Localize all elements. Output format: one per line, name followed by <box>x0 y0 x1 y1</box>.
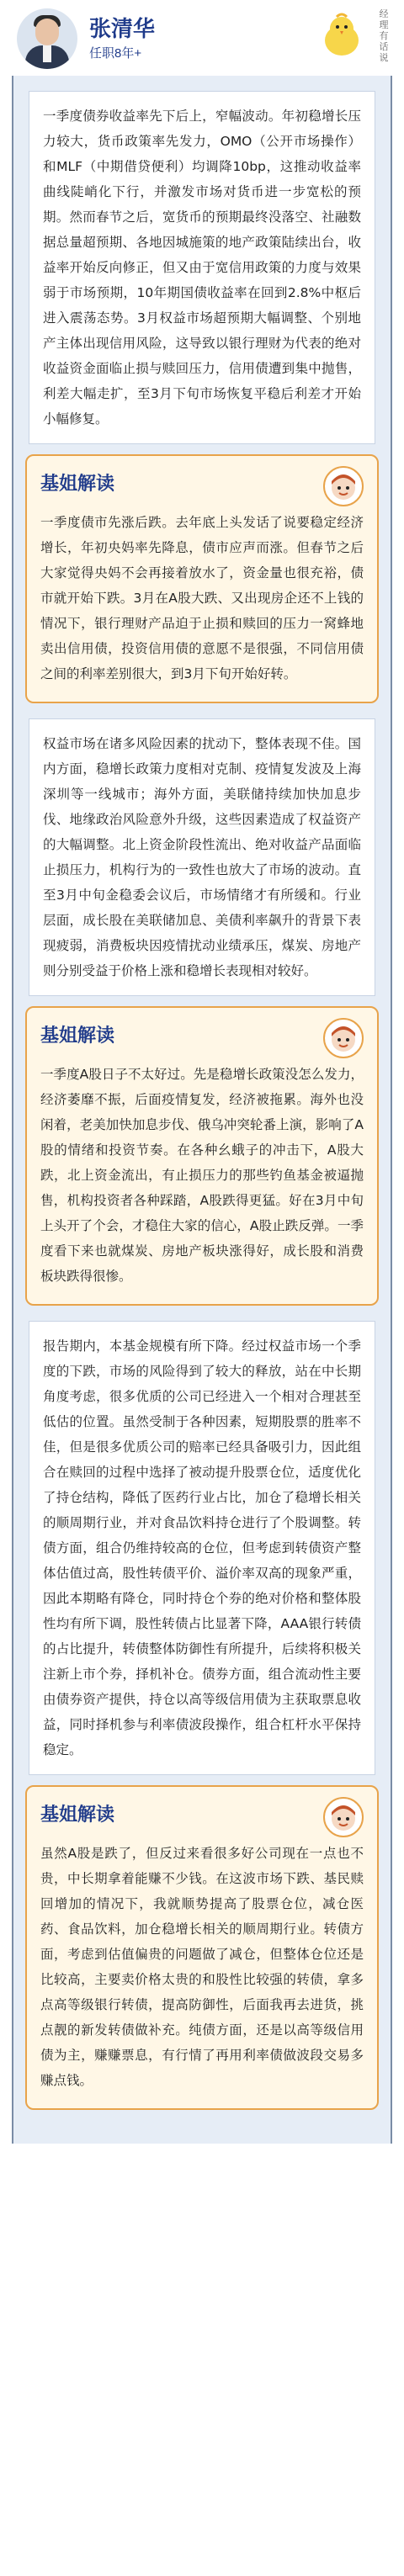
content-stream <box>12 76 392 2144</box>
avatar-face <box>35 19 59 45</box>
report-paragraph-1: 一季度债券收益率先下后上，窄幅波动。年初稳增长压力较大，货币政策率先发力，OMO（公开市场操作）和MLF（中期借贷便利）均调降10bp，这推动收益率曲线陡峭化下行，并激发市场对货币进一步宽松的预期。然而春节之后，宽货币的预期最终没落空、社融数据总量超预期、各地因城施策的地产政策陆续出台，收益率开始反向修正，但又由于宽信用政策的力度与效果弱于市场预期，10年期国债收益率在回到2.8%中枢后进入震荡态势。3月权益市场超预期大幅调整、个别地产主体出现信用风险，这导致以银行理财为代表的绝对收益资金面临止损与赎回压力，信用债遭到集中抛售，利差大幅走扩，至3月下旬市场恢复平稳后利差才开始小幅修复。 <box>29 91 375 444</box>
interpretation-card-1 <box>25 454 379 703</box>
report-paragraph-2: 权益市场在诸多风险因素的扰动下，整体表现不佳。国内方面，稳增长政策力度相对克制、疫情复发波及上海深圳等一线城市；海外方面，美联储持续加快加息步伐、地缘政治风险意外升级，这些因素造成了权益资产的大幅调整。北上资金阶段性流出、绝对收益产品面临止损压力，机构行为的一致性也放大了市场的波动。直至3月中旬金稳委会议后，市场情绪才有所缓和。行业层面，成长股在美联储加息、美债利率飙升的背景下表现疲弱，消费板块因疫情扰动业绩承压，煤炭、房地产则分别受益于价格上涨和稳增长表现相对较好。 <box>29 718 375 996</box>
card-title: 基姐解读 <box>40 1026 115 1047</box>
manager-tenure: 任职8年+ <box>89 46 142 61</box>
card-text: 虽然A股是跌了，但反过来看很多好公司现在一点也不贵，中长期拿着能赚不少钱。在这波市场下跌、基民赎回增加的情况下，我就顺势提高了股票仓位，减仓医药、食品饮料，加仓稳增长相关的顺周期行业。转债方面，考虑到估值偏贵的问题做了减仓，但整体仓位还是比较高，主要卖价格太贵的和股性比较强的转债，拿多点高等级银行转债，提高防御性，后面我再去进货，挑点靓的新发转债做补充。纯债方面，还是以高等级信用债为主，赚赚票息，有行情了再用利率债做波段交易多赚点钱。 <box>40 1846 364 2088</box>
interpretation-card-3 <box>25 1785 379 2110</box>
vertical-column-label: 经理有话说 <box>379 8 389 63</box>
interpretation-card-2 <box>25 1006 379 1306</box>
cartoon-girl-icon <box>323 466 364 506</box>
bottom-spacer <box>13 2125 391 2135</box>
avatar-shirt <box>43 45 51 62</box>
card-title: 基姐解读 <box>40 474 115 495</box>
cartoon-girl-icon <box>323 1018 364 1058</box>
card-text: 一季度债市先涨后跌。去年底上头发话了说要稳定经济增长，年初央妈率先降息，债市应声而涨。但春节之后大家觉得央妈不会再接着放水了，资金量也很充裕，债市就开始下跌。3月在A股大跌、又出现房企还不上钱的情况下，银行理财产品迫于止损和赎回的压力一窝蜂地卖出信用债，投资信用债的意愿不是很强，不同信用债之间的利率差别很大，到3月下旬开始好转。 <box>40 515 364 681</box>
chick-mascot-icon <box>316 10 367 61</box>
manager-header <box>0 0 404 76</box>
card-text: 一季度A股日子不太好过。先是稳增长政策没怎么发力，经济萎靡不振，后面疫情复发，经济被拖累。海外也没闲着，老美加快加息步伐、俄乌冲突轮番上演，影响了A股的情绪和投资节奏。在各种幺蛾子的冲击下，A股大跌，北上资金流出，有止损压力的那些钓鱼基金被逼抛售，机构投资者各种踩踏，A股跌得更猛。好在3月中旬上头开了个会，才稳住大家的信心，A股止跌反弹。一季度看下来也就煤炭、房地产板块涨得好，成长股和消费板块跌得很惨。 <box>40 1067 364 1284</box>
cartoon-girl-icon <box>323 1797 364 1837</box>
report-paragraph-3: 报告期内，本基金规模有所下降。经过权益市场一个季度的下跌，市场的风险得到了较大的释放，站在中长期角度考虑，很多优质的公司已经进入一个相对合理甚至低估的位置。虽然受制于各种因素，短期股票的胜率不佳，但是很多优质公司的赔率已经具备吸引力，因此组合在赎回的过程中选择了被动提升股票仓位，适度优化了持仓结构，降低了医药行业占比，加仓了稳增长相关的顺周期行业，并对食品饮料持仓进行了个股调整。转债方面，组合仍维持较高的仓位，但考虑到转债资产整体估值过高，股性转债平价、溢价率双高的现象严重，因此本期略有降仓，同时持仓个券的绝对价格和整体股性均有所下调，股性转债占比显著下降，AAA银行转债的占比提升，转债整体防御性有所提升，后续将积极关注新上市个券，择机补仓。债券方面，组合流动性主要由债券资产提供，持仓以高等级信用债为主获取票息收益，同时择机参与利率债波段操作，组合杠杆水平保持稳定。 <box>29 1321 375 1775</box>
avatar[interactable] <box>17 8 77 69</box>
card-title: 基姐解读 <box>40 1805 115 1826</box>
manager-name: 张清华 <box>89 16 156 41</box>
